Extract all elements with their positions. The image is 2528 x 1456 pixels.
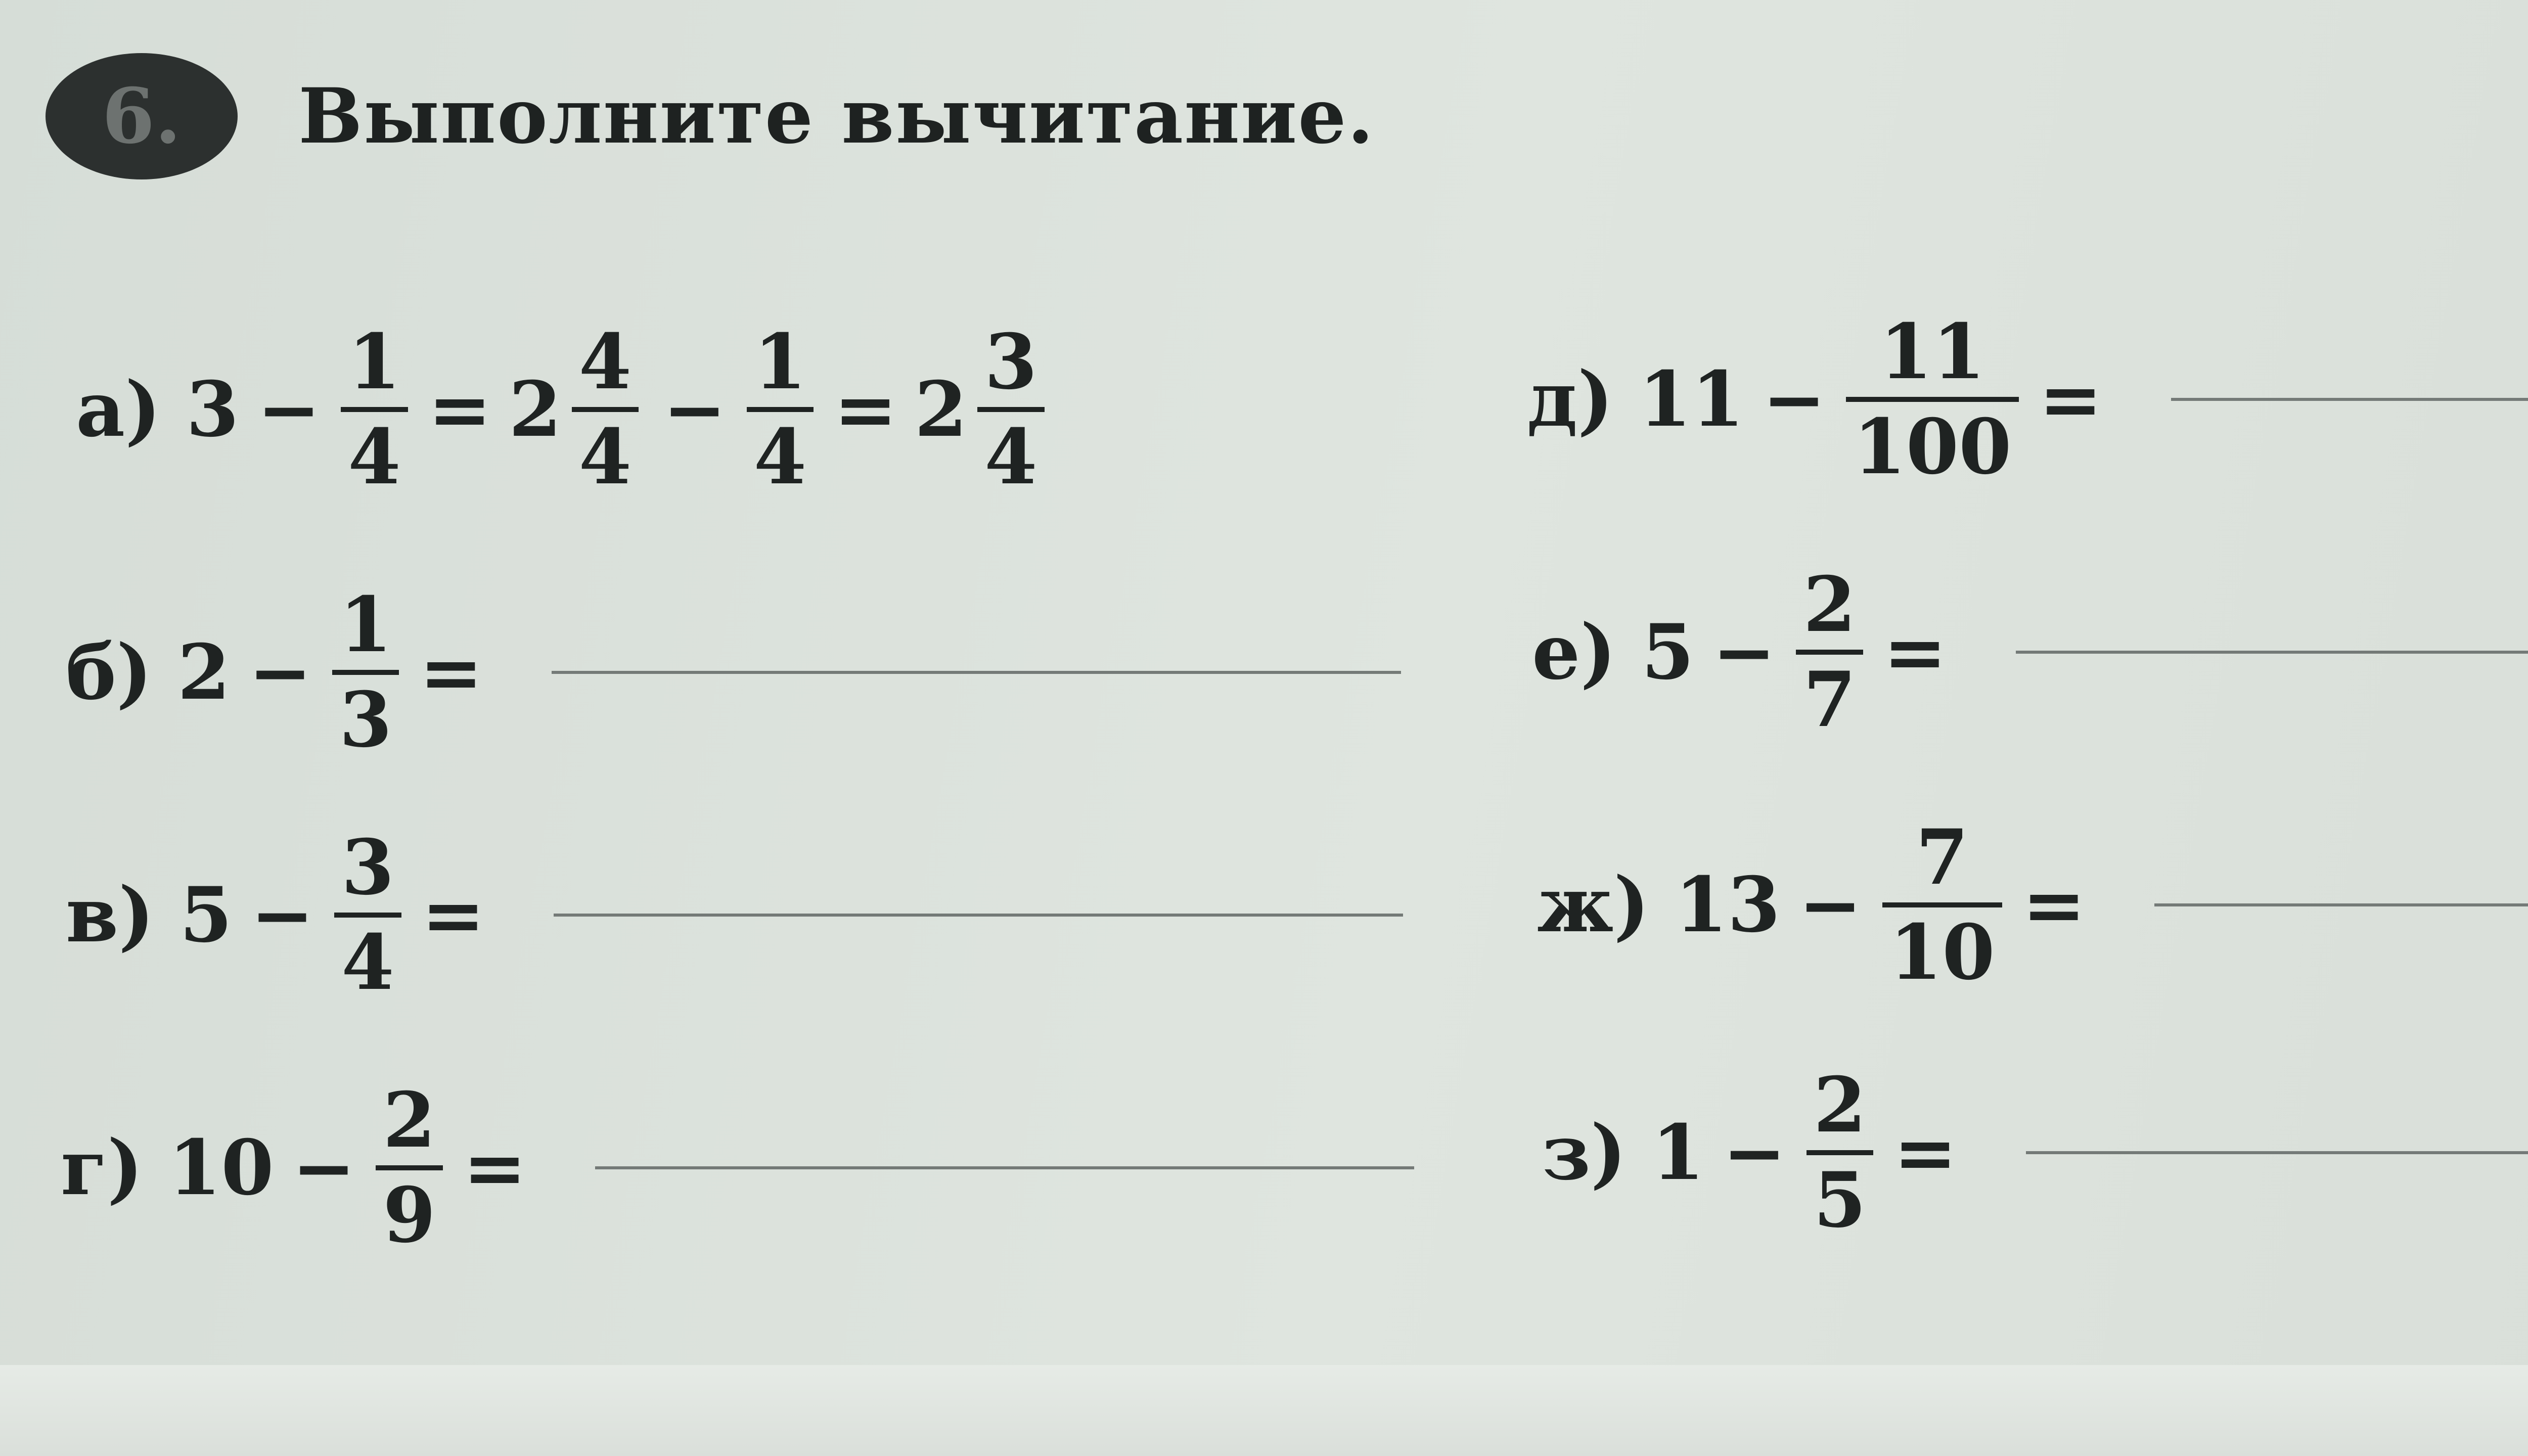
equals-sign: =: [1883, 608, 1947, 697]
minuend: 1: [1651, 1108, 1705, 1197]
answer-line[interactable]: [554, 914, 1403, 917]
fraction: [977, 317, 1044, 502]
fraction: [376, 1076, 442, 1260]
equals-sign: =: [834, 365, 897, 454]
numerator: 3: [341, 823, 394, 912]
equals-sign: =: [2039, 355, 2103, 444]
numerator: 4: [578, 317, 632, 406]
fraction: [1846, 307, 2018, 491]
problem-zh: [1537, 813, 2528, 997]
problem-label: в): [66, 871, 155, 960]
minus-sign: −: [1762, 355, 1826, 444]
fraction: [1882, 813, 2002, 997]
fraction: [1807, 1061, 1873, 1245]
numerator: 2: [383, 1076, 436, 1165]
mixed-number: [509, 317, 646, 502]
problem-label: б): [66, 628, 153, 717]
problem-label: е): [1532, 608, 1616, 697]
problem-v: [66, 823, 1403, 1007]
minuend: 10: [168, 1123, 274, 1212]
fraction: [334, 823, 401, 1007]
minuend: 3: [186, 365, 239, 454]
denominator: 100: [1846, 397, 2018, 485]
task-header: [46, 51, 1375, 182]
whole-part: 2: [509, 365, 562, 454]
denominator: 9: [376, 1165, 442, 1253]
minus-sign: −: [248, 628, 312, 717]
problem-label: з): [1542, 1108, 1627, 1197]
problem-label: ж): [1537, 860, 1650, 949]
problem-g: [61, 1076, 1414, 1260]
denominator: 4: [977, 407, 1044, 495]
denominator: 4: [747, 407, 814, 495]
minuend: 13: [1675, 860, 1781, 949]
fraction: [747, 317, 814, 502]
minuend: 11: [1638, 355, 1744, 444]
minus-sign: −: [1723, 1108, 1786, 1197]
answer-line[interactable]: [552, 671, 1401, 674]
answer-line[interactable]: [2016, 651, 2528, 654]
answer-line[interactable]: [595, 1166, 1414, 1169]
numerator: 1: [339, 580, 392, 669]
fraction: [341, 317, 408, 502]
fraction: [1796, 560, 1863, 744]
fraction: [572, 317, 639, 502]
problem-d: [1527, 307, 2528, 491]
whole-part: 2: [914, 365, 968, 454]
problem-e: [1532, 560, 2528, 744]
page-bottom-margin: [0, 1365, 2528, 1456]
equals-sign: =: [1893, 1108, 1957, 1197]
minus-sign: −: [1798, 860, 1862, 949]
denominator: 4: [341, 407, 408, 495]
answer-line[interactable]: [2026, 1151, 2528, 1154]
minus-sign: −: [663, 365, 727, 454]
mixed-number-result: [914, 317, 1052, 502]
minuend: 2: [177, 628, 231, 717]
task-title: Выполните вычитание.: [298, 72, 1375, 161]
answer-line[interactable]: [2154, 903, 2528, 906]
fraction: [332, 580, 399, 764]
minus-sign: −: [292, 1123, 356, 1212]
equals-sign: =: [419, 628, 483, 717]
equals-sign: =: [428, 365, 492, 454]
denominator: 5: [1807, 1150, 1873, 1238]
problem-a: [76, 317, 1056, 502]
numerator: 2: [1803, 560, 1856, 649]
minuend: 5: [1641, 608, 1694, 697]
answer-line[interactable]: [2171, 398, 2528, 401]
problem-label: г): [61, 1123, 143, 1212]
problem-label: д): [1527, 355, 1613, 444]
task-number: 6.: [102, 72, 182, 161]
numerator: 2: [1813, 1061, 1867, 1150]
numerator: 7: [1916, 813, 1969, 902]
denominator: 10: [1882, 902, 2002, 990]
problem-b: [66, 580, 1401, 764]
minus-sign: −: [257, 365, 321, 454]
equals-sign: =: [463, 1123, 527, 1212]
denominator: 3: [332, 670, 399, 758]
problem-z: [1542, 1061, 2528, 1245]
minuend: 5: [179, 871, 233, 960]
numerator: 11: [1879, 307, 1985, 396]
minus-sign: −: [250, 871, 314, 960]
denominator: 4: [572, 407, 639, 495]
task-number-badge: [46, 53, 238, 179]
equals-sign: =: [2022, 860, 2086, 949]
denominator: 7: [1796, 650, 1863, 738]
minus-sign: −: [1712, 608, 1776, 697]
numerator: 1: [348, 317, 401, 406]
problem-label: а): [76, 365, 161, 454]
denominator: 4: [334, 913, 401, 1000]
equals-sign: =: [421, 871, 485, 960]
numerator: 3: [984, 317, 1037, 406]
numerator: 1: [753, 317, 807, 406]
